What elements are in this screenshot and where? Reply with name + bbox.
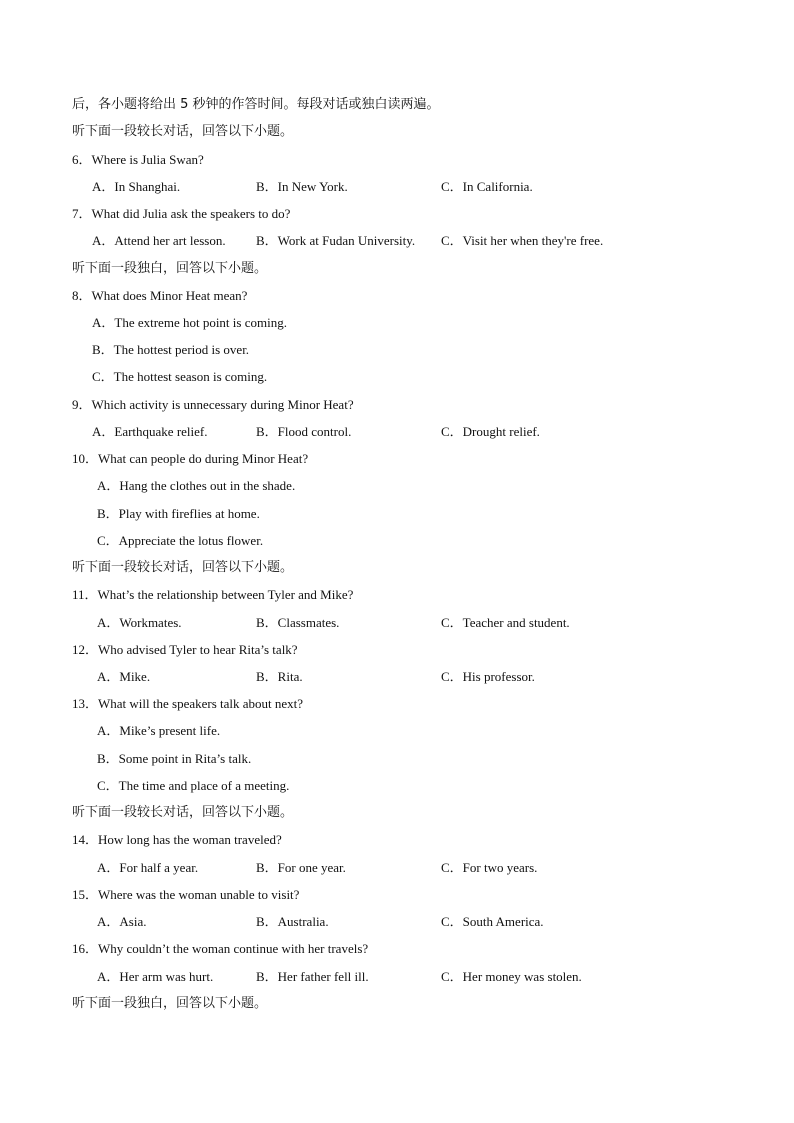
question-6-option-b: B．In New York. [256,179,348,194]
question-7-option-b: B．Work at Fudan University. [256,233,416,248]
question-16-option-b: B．Her father fell ill. [256,969,369,984]
question-16-option-c: C．Her money was stolen. [441,969,582,984]
question-11-stem: 11．What’s the relationship between Tyler and Mike? [72,587,354,602]
section-heading: 听下面一段独白，回答以下小题。 [72,996,268,1011]
question-12-option-a: A．Mike. [97,669,151,684]
question-16-stem: 16．Why couldn’t the woman continue with her travels? [72,941,369,956]
question-7-stem: 7．What did Julia ask the speakers to do? [72,206,291,221]
question-9-option-c: C．Drought relief. [441,424,540,439]
question-8-option-a: A．The extreme hot point is coming. [92,315,287,330]
question-14-option-b: B．For one year. [256,860,346,875]
question-11-option-b: B．Classmates. [256,615,340,630]
question-13-option-a: A．Mike’s present life. [97,723,221,738]
question-6-option-a: A．In Shanghai. [92,179,181,194]
question-9-stem: 9．Which activity is unnecessary during Minor Heat? [72,397,354,412]
question-10-option-c: C．Appreciate the lotus flower. [97,533,264,548]
question-7-option-c: C．Visit her when they're free. [441,233,604,248]
question-9-option-b: B．Flood control. [256,424,352,439]
question-14-option-c: C．For two years. [441,860,538,875]
question-11-option-c: C．Teacher and student. [441,615,570,630]
section-heading: 听下面一段较长对话，回答以下小题。 [72,560,294,575]
question-12-option-b: B．Rita. [256,669,303,684]
question-9-option-a: A．Earthquake relief. [92,424,208,439]
question-8-option-b: B．The hottest period is over. [92,342,250,357]
question-15-option-a: A．Asia. [97,914,147,929]
question-15-stem: 15．Where was the woman unable to visit? [72,887,300,902]
question-6-stem: 6．Where is Julia Swan? [72,152,204,167]
question-14-stem: 14．How long has the woman traveled? [72,832,282,847]
question-13-option-c: C．The time and place of a meeting. [97,778,290,793]
question-13-stem: 13．What will the speakers talk about next? [72,696,304,711]
section-heading: 听下面一段较长对话，回答以下小题。 [72,124,294,139]
question-7-option-a: A．Attend her art lesson. [92,233,226,248]
intro-line: 后，各小题将给出 5 秒钟的作答时间。每段对话或独白读两遍。 [72,97,440,112]
question-15-option-c: C．South America. [441,914,544,929]
question-12-stem: 12．Who advised Tyler to hear Rita’s talk? [72,642,298,657]
question-12-option-c: C．His professor. [441,669,535,684]
question-10-option-a: A．Hang the clothes out in the shade. [97,478,296,493]
question-13-option-b: B．Some point in Rita’s talk. [97,751,252,766]
question-10-stem: 10．What can people do during Minor Heat? [72,451,309,466]
section-heading: 听下面一段独白，回答以下小题。 [72,261,268,276]
question-10-option-b: B．Play with fireflies at home. [97,506,260,521]
question-8-stem: 8．What does Minor Heat mean? [72,288,248,303]
question-16-option-a: A．Her arm was hurt. [97,969,214,984]
section-heading: 听下面一段较长对话，回答以下小题。 [72,805,294,820]
question-14-option-a: A．For half a year. [97,860,199,875]
question-11-option-a: A．Workmates. [97,615,182,630]
question-15-option-b: B．Australia. [256,914,329,929]
question-6-option-c: C．In California. [441,179,533,194]
question-8-option-c: C．The hottest season is coming. [92,369,268,384]
